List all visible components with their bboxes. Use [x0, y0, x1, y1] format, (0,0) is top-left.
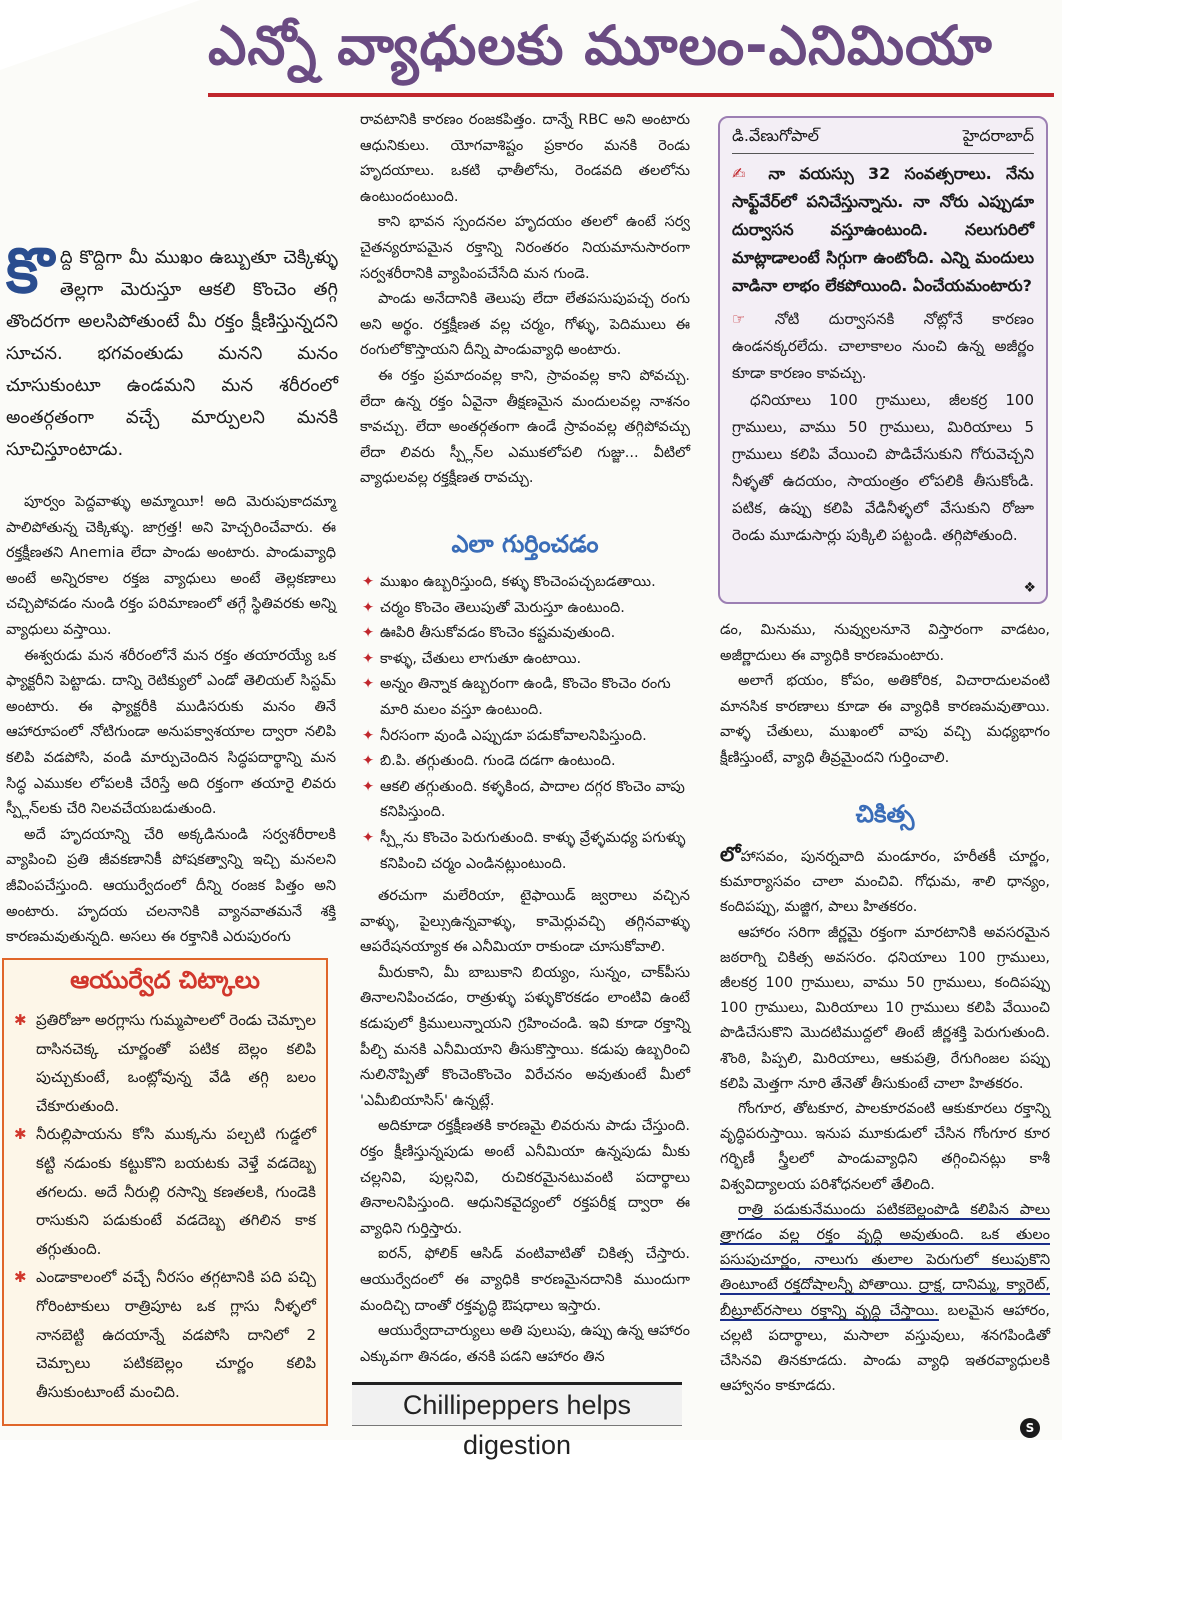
ayurveda-tip: ✱ ప్రతిరోజూ అరగ్లాసు గుమ్మపాలలో రెండు చెమ్చాల దాసినచెక్క చూర్ణంతో పటిక బెల్లం కలిపి పుచ్చుకుంటే, ఒంట్లోవున్న వేడి తగ్గి బలం చేకూరుతుంది. — [14, 1006, 316, 1120]
column-2-lower-body — [360, 884, 690, 1370]
qa-city: హైదరాబాద్ — [962, 126, 1034, 145]
diamond-bullet-icon: ✦ — [362, 727, 375, 744]
identify-heading: ఎలా గుర్తించడం — [451, 530, 599, 558]
column-3-body — [720, 618, 1050, 772]
symptom-item: ✦ కాళ్ళు, చేతులు లాగుతూ ఉంటాయి. — [360, 647, 690, 673]
diamond-bullet-icon: ✦ — [362, 753, 375, 770]
pen-icon: ✍ — [732, 164, 755, 183]
col2-lower-paragraph: మీరుకాని, మీ బాబుకాని బియ్యం, సున్నం, చాక్‌పీసు తినాలనిపించడం, రాత్రుళ్ళు పళ్ళుకొరకడం లాంటివి ఉంటే కడుపులో క్రిములున్నాయని గ్రహించండి. ఇవి కూడా రక్తాన్ని పీల్చి మనకి ఎనీమియాని తీసుకొస్తాయి. కడుపు ఉబ్బరించి నులినొప్పితో కొంచెంకొంచెం విరేచనం అవుతుంటే మీలో 'ఎమీబియాసిస్' ఉన్నట్లే. — [360, 964, 690, 1109]
qa-answer-paragraph: ☞ నోటి దుర్వాసనకి నోట్లోనే కారణం ఉండనక్కరలేదు. చాలాకాలం నుంచి ఉన్న అజీర్ణం కూడా కారణం కావచ్చు. — [732, 310, 1034, 382]
treatment-underlined-paragraph: రాత్రి పడుకునేముందు పటికబెల్లంపొడి కలిపిన పాలు త్రాగడం వల్ల రక్తం వృద్ధి అవుతుంది. ఒక తులం పసుపుచూర్ణం, నాలుగు తులాల పెరుగులో కలుపుకొని తింటూంటే రక్తదోషాలన్నీ పోతాయి. ద్రాక్ష, దానిమ్మ, క్యారెట్, బీట్రూట్‌రసాలు రక్తాన్ని వృద్ధి చేస్తాయి. బలమైన ఆహారం, చల్లటి పదార్థాలు, మసాలా వస్తువులు, శనగపిండితో చేసినవి తినకూడదు. పాండు వ్యాధి ఇతరవ్యాధులకి ఆహ్వానం కాకూడదు. — [720, 1201, 1050, 1395]
diamond-bullet-icon: ✦ — [362, 778, 375, 795]
symptom-item: ✦ చర్మం కొంచెం తెలుపుతో మెరుస్తూ ఉంటుంది. — [360, 596, 690, 622]
treatment-heading: చికిత్స — [855, 800, 915, 828]
diamond-bullet-icon: ✦ — [362, 574, 375, 590]
treatment-paragraph: గోంగూర, తోటకూర, పాలకూరవంటి ఆకుకూరలు రక్తాన్ని వృద్ధిపరుస్తాయి. ఇనుప మూకుడులో చేసిన గోంగూర కూర గర్భిణీ స్త్రీలలో పాండువ్యాధిని తగ్గించినట్లు కాశీ విశ్వవిద్యాలయ పరిశోధనలలో తేలింది. — [720, 1101, 1050, 1193]
ayurveda-tips-list — [14, 1006, 316, 1406]
handwritten-underline-text: రాత్రి పడుకునేముందు పటికబెల్లంపొడి కలిపిన పాలు త్రాగడం వల్ల రక్తం వృద్ధి అవుతుంది. ఒక తులం పసుపుచూర్ణం, నాలుగు తులాల పెరుగులో కలుపుకొని తింటూంటే రక్తదోషాలన్నీ పోతాయి. ద్రాక్ష, దానిమ్మ, క్యారెట్, బీట్రూట్‌రసాలు రక్తాన్ని వృద్ధి చేస్తాయి. — [720, 1201, 1050, 1319]
column-2-body — [360, 108, 690, 492]
col2-lower-paragraph: తరచుగా మలేరియా, టైఫాయిడ్ జ్వరాలు వచ్చిన వాళ్ళు, పైల్సుఉన్నవాళ్ళు, కామెర్లువచ్చి తగ్గినవాళ్ళు ఆపరేషనయ్యాక ఈ ఎనీమియా రాకుండా చూసుకోవాలి. — [360, 888, 690, 956]
col2-paragraph: కాని భావన స్పందనల హృదయం తలలో ఉంటే సర్వ చైతన్యరూపమైన రక్తాన్ని నిరంతరం నియమానుసారంగా సర్వశరీరానికి వ్యాపింపచేసేది మన గుండె. — [360, 214, 690, 282]
treatment-body — [720, 842, 1050, 1399]
ayurveda-tip: ✱ ఎండాకాలంలో వచ్చే నీరసం తగ్గటానికి పది పచ్చి గోరింటాకులు రాత్రిపూట ఒక గ్లాసు నీళ్ళలో నానబెట్టి ఉదయాన్నే వడపోసి దానిలో 2 చెమ్చాలు పటికబెల్లం చూర్ణం కలిపి తీసుకుంటూంటే మంచిది. — [14, 1263, 316, 1406]
col2-lower-paragraph: ఆయుర్వేదాచార్యులు అతి పులుపు, ఉప్పు ఉన్న ఆహారం ఎక్కువగా తినడం, తనకి పడని ఆహారం తిన — [360, 1323, 690, 1365]
diamond-bullet-icon: ✦ — [362, 829, 375, 846]
asterisk-icon: ✱ — [14, 1011, 27, 1029]
qa-answer — [732, 306, 1034, 549]
diamond-bullet-icon: ✦ — [362, 599, 375, 616]
symptom-item: ✦ ఆకలి తగ్గుతుంది. కళ్ళకింద, పాదాల దగ్గర కొంచెం వాపు కనిపిస్తుంది. — [360, 775, 690, 826]
symptom-item: ✦ అన్నం తిన్నాక ఉబ్బరంగా ఉండి, కొంచెం కొంచెం రంగు మారి మలం వస్తూ ఉంటుంది. — [360, 672, 690, 723]
qa-question: ✍ నా వయస్సు 32 సంవత్సరాలు. నేను సాఫ్ట్‌వేర్‌లో పనిచేస్తున్నాను. నా నోరు ఎప్పుడూ దుర్వాసన వస్తూఉంటుంది. నలుగురిలో మాట్లాడాలంటే సిగ్గుగా ఉంటోంది. ఎన్ని మందులు వాడినా లాభం లేకపోయింది. ఏంచేయమంటారు? — [732, 164, 1035, 295]
col1-paragraph: అదే హృదయాన్ని చేరి అక్కడినుండి సర్వశరీరాలకి వ్యాపించి ప్రతి జీవకణానికీ పోషకత్వాన్ని ఇచ్చి మనలని జీవింపచేస్తుంది. ఆయుర్వేదంలో దీన్ని రంజక పిత్తం అని అంటారు. హృదయ చలనానికి వ్యానవాతమనే శక్తి కారణమవుతున్నది. అసలు ఈ రక్తానికి ఎరుపురంగు — [6, 826, 336, 946]
headline: ఎన్నో వ్యాధులకు మూలం-ఎనిమియా — [208, 14, 993, 77]
column-1-body — [6, 490, 336, 951]
asterisk-icon: ✱ — [14, 1268, 27, 1287]
newspaper-logo-icon: S — [1020, 1418, 1040, 1438]
ayurveda-tips-box — [2, 958, 328, 1426]
qa-header — [732, 126, 1034, 154]
symptoms-list — [360, 570, 690, 877]
col1-paragraph: పూర్వం పెద్దవాళ్ళు అమ్మాయీ! అది మెరుపుకాదమ్మా పాలిపోతున్న చెక్కిళ్ళు. జాగ్రత్త! అని హెచ్చరించేవారు. ఈ రక్తక్షీణతని Anemia లేదా పాండు అంటారు. పాండువ్యాధి అంటే అన్నిరకాల రక్తజ వ్యాధులు అంటే తెల్లకణాలు చచ్చిపోవడం నుండి రక్తం పరిమాణంలో తగ్గే స్థితివరకు అన్ని వ్యాధులు వస్తాయి. — [6, 494, 336, 638]
end-mark-icon: ❖ — [1023, 580, 1036, 596]
diamond-bullet-icon: ✦ — [362, 625, 375, 642]
pointing-hand-icon: ☞ — [732, 310, 746, 328]
reader-question-box — [718, 116, 1048, 604]
torn-corner — [0, 0, 200, 70]
treatment-dropcap: లో — [720, 842, 741, 866]
treatment-paragraph: ఆహారం సరిగా జీర్ణమై రక్తంగా మారటానికి అవసరమైన జఠరాగ్ని చికిత్స అవసరం. ధనియాలు 100 గ్రాములు, జీలకర్ర 100 గ్రాములు, వాము 50 గ్రాములు, కందిపప్పు 100 గ్రాములు, మిరియాలు 10 గ్రాములు కలిపి వేయించి పొడిచేసుకొని మొదటిముద్దలో తింటే జీర్ణశక్తి పెరుగుతుంది. శొంఠి, పిప్పలి, మిరియాలు, ఆకుపత్రి, రేగుగింజల పప్పు కలిపి మెత్తగా నూరి తేనెతో తీసుకుంటే చాలా హితకరం. — [720, 924, 1050, 1092]
col3-paragraph: అలాగే భయం, కోపం, అతికోరిక, విచారాదులవంటి మానసిక కారణాలు కూడా ఈ వ్యాధికి కారణమవుతాయి. వాళ్ళ చేతులు, ముఖంలో వాపు వచ్చి మధ్యభాగం క్షీణిస్తుంటే, వ్యాధి తీవ్రమైందని గుర్తించాలి. — [720, 673, 1050, 766]
diamond-bullet-icon: ✦ — [362, 676, 375, 693]
col2-lower-paragraph: అదికూడా రక్తక్షీణతకి కారణమై లివరును పాడు చేస్తుంది. రక్తం క్షీణిస్తున్నపుడు అంటే ఎనీమియా ఉన్నపుడు మీకు చల్లనివి, పుల్లనివి, రుచికరమైనటువంటి పదార్థాలు తినాలనిపిస్తుంది. ఆధునికవైద్యంలో రక్తపరీక్ష ద్వారా ఈ వ్యాధిని గుర్తిస్తారు. — [360, 1118, 690, 1237]
asterisk-icon: ✱ — [14, 1125, 27, 1144]
intro-paragraph — [6, 234, 338, 466]
qa-author: డి.వేణుగోపాల్ — [732, 126, 820, 145]
headline-rule — [208, 93, 1054, 97]
photo-caption: Chillipeppers helps digestion — [352, 1382, 682, 1426]
symptom-item: ✦ ఊపిరి తీసుకోవడం కొంచెం కష్టమవుతుంది. — [360, 621, 690, 647]
symptom-item: ✦ నీరసంగా వుండి ఎప్పుడూ పడుకోవాలనిపిస్తుంది. — [360, 724, 690, 750]
col3-paragraph: డం, మినుము, నువ్వులనూనె విస్తారంగా వాడటం, అజీర్ణాదులు ఈ వ్యాధికి కారణమంటారు. — [720, 622, 1050, 664]
ayurveda-tips-title: ఆయుర్వేద చిట్కాలు — [70, 966, 260, 994]
symptom-item: ✦ బి.పి. తగ్గుతుంది. గుండె దడగా ఉంటుంది. — [360, 749, 690, 775]
col2-lower-paragraph: ఐరన్, ఫోలిక్ ఆసిడ్ వంటివాటితో చికిత్స చేస్తారు. ఆయుర్వేదంలో ఈ వ్యాధికి కారణమైనదానికి ముందుగా మందిచ్చి దాంతో రక్తవృద్ధి ఔషధాలు ఇస్తారు. — [360, 1246, 690, 1314]
col2-paragraph: ఈ రక్తం ప్రమాదంవల్ల కాని, స్రావంవల్ల కాని పోవచ్చు. లేదా ఉన్న రక్తం ఏవైనా తీక్షణమైన మందులవల్ల నాశనం కావచ్చు. లేదా అంతర్గతంగా ఉండే స్రావంవల్ల తగ్గిపోవచ్చు లేదా లివరు స్ప్లీన్‌ల ఎముకలోపలి గుజ్జు... వీటిలో వ్యాధులవల్ల రక్తక్షీణత రావచ్చు. — [360, 367, 690, 487]
col1-paragraph: ఈశ్వరుడు మన శరీరంలోనే మన రక్తం తయారయ్యే ఒక ఫ్యాక్టరీని పెట్టాడు. దాన్ని రెటిక్యులో ఎండో తెలియల్ సిస్టమ్ అంటారు. ఈ ఫ్యాక్టరీకి ముడిసరుకు మనం తినే ఆహారూపంలో నోటిగుండా అనుపక్వాశయాల ద్వారా నలిపి కలిపి వడపోసి, వండి మార్పుచెందిన సిద్ధపదార్థాన్ని మన సిద్ధ ఎముకల లోపలకి చేరిస్తే అది రక్తంగా తయారై లివరు స్ప్లీన్‌లకు చేరి నిలవచేయబడుతుంది. — [6, 647, 336, 818]
symptom-item: ✦ ముఖం ఉబ్బరిస్తుంది, కళ్ళు కొంచెంపచ్చబడతాయి. — [360, 570, 690, 596]
treatment-paragraph: లోహాసవం, పునర్నవాది మండూరం, హరీతకీ చూర్ణం, కుమార్యాసవం చాలా మంచివి. గోధుమ, శాలి ధాన్యం, కందిపప్పు, మజ్జిగ, పాలు హితకరం. — [720, 842, 1050, 916]
qa-answer-paragraph: ధనియాలు 100 గ్రాములు, జీలకర్ర 100 గ్రాములు, వాము 50 గ్రాములు, మిరియాలు 5 గ్రాములు కలిపి వేయించి పొడిచేసుకుని గోరువెచ్చని నీళ్ళతో ఉదయం, సాయంత్రం లోపలికి తీసుకోండి. పటిక, ఉప్పు కలిపి వేడినీళ్ళలో వేసుకుని రోజూ రెండు మూడుసార్లు పుక్కిలి పట్టండి. తగ్గిపోతుంది. — [732, 391, 1034, 544]
intro-dropcap: కొ — [6, 234, 54, 307]
ayurveda-tip: ✱ నీరుల్లిపాయను కోసి ముక్కను పల్చటి గుడ్డలో కట్టి నడుంకు కట్టుకొని బయటకు వెళ్తే వడదెబ్బ తగలదు. అదే నీరుల్లి రసాన్ని కణతలకి, గుండెకి రాసుకుని పడుకుంటే వడదెబ్బ తగిలిన కాక తగ్గుతుంది. — [14, 1120, 316, 1263]
symptom-item: ✦ స్ప్లీను కొంచెం పెరుగుతుంది. కాళ్ళు వ్రేళ్ళమధ్య పగుళ్ళు కనిపించి చర్మం ఎండినట్లుంటుంది. — [360, 826, 690, 877]
diamond-bullet-icon: ✦ — [362, 650, 375, 667]
intro-text: ద్ది కొద్దిగా మీ ముఖం ఉబ్బుతూ చెక్కిళ్ళు తెల్లగా మెరుస్తూ ఆకలి కొంచెం తగ్గి తొందరగా అలసిపోతుంటే మీ రక్తం క్షీణిస్తున్నదని సూచన. భగవంతుడు మనని మనం చూసుకుంటూ ఉండమని మన శరీరంలో అంతర్గతంగా వచ్చే మార్పులని మనకి సూచిస్తూంటాడు. — [6, 247, 338, 460]
col2-paragraph: రావటానికి కారణం రంజకపిత్తం. దాన్నే RBC అని అంటారు ఆధునికులు. యోగవాశిష్టం ప్రకారం మనకి రెండు హృదయాలు. ఒకటి ఛాతీలోను, రెండవది తలలోను ఉంటుందంటుంది. — [360, 112, 690, 205]
col2-paragraph: పాండు అనేదానికి తెలుపు లేదా లేతపసుపుపచ్చ రంగు అని అర్థం. రక్తక్షీణత వల్ల చర్మం, గోళ్ళు, పెదిములు ఈ రంగులోకొస్తాయని దీన్ని పాండువ్యాధి అంటారు. — [360, 291, 690, 359]
